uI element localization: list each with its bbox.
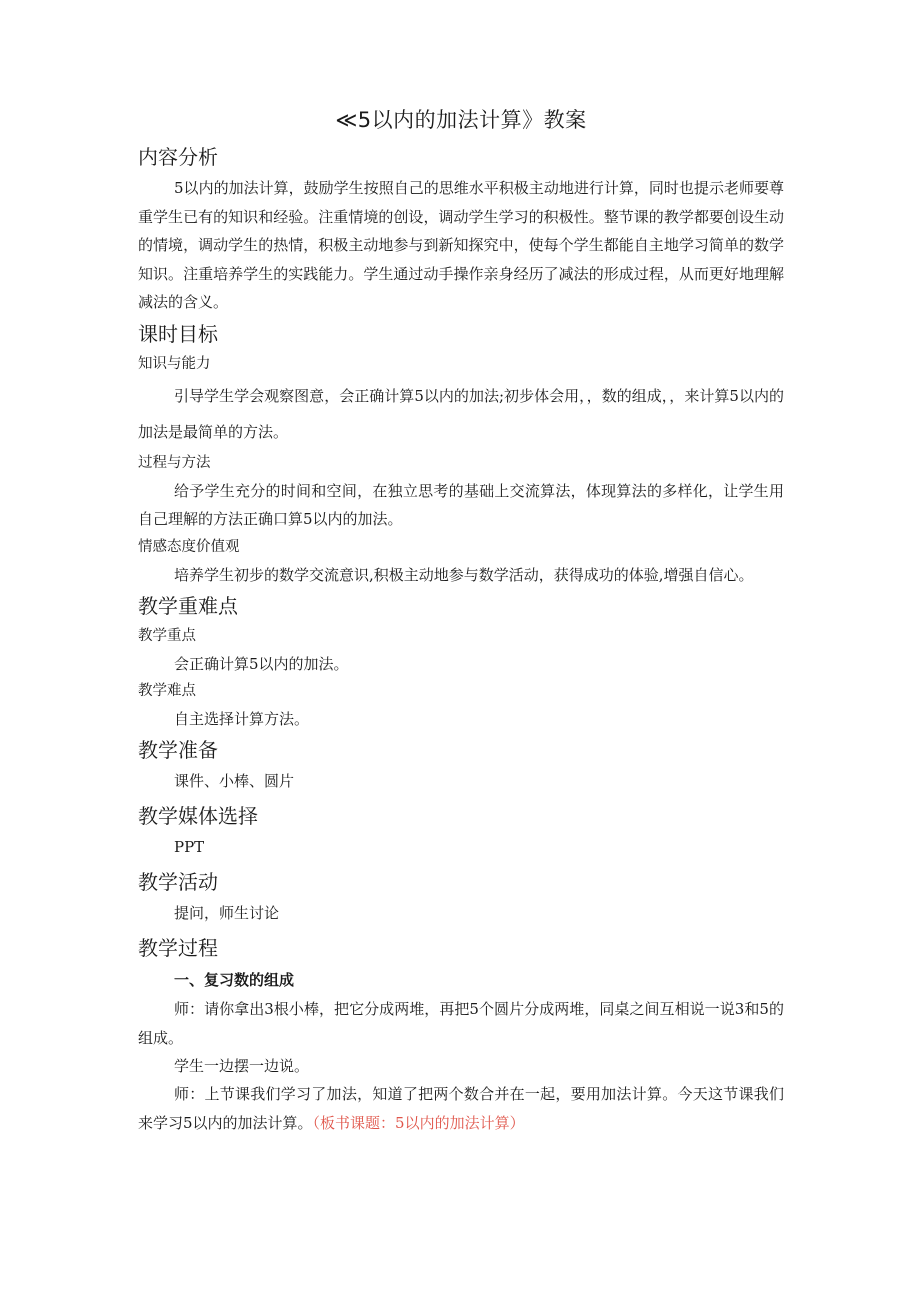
key-point-text: 会正确计算5以内的加法。 <box>174 655 349 673</box>
process-method-text: 给予学生充分的时间和空间，在独立思考的基础上交流算法，体现算法的多样化，让学生用自己理解的方法正确口算5以内的加法。 <box>138 481 784 528</box>
heading-content-analysis: 内容分析 <box>138 145 218 169</box>
media-text: PPT <box>174 838 205 856</box>
preparation-text: 课件、小棒、圆片 <box>174 772 295 790</box>
step1-label: 一、复习数的组成 <box>174 971 295 989</box>
knowledge-label: 知识与能力 <box>138 355 211 372</box>
process-paragraph-3-text: 师：上节课我们学习了加法，知道了把两个数合并在一起，要用加法计算。今天这节课我们来学习5以内的加法计算。 <box>138 1085 784 1132</box>
process-paragraph-2: 学生一边摆一边说。 <box>174 1057 310 1075</box>
document-title: ≪5以内的加法计算》教案 <box>335 108 587 132</box>
process-method-label: 过程与方法 <box>138 454 211 471</box>
emotion-text: 培养学生初步的数学交流意识,积极主动地参与数学活动，获得成功的体验,增强自信心。 <box>174 565 754 584</box>
key-point-label: 教学重点 <box>138 628 196 644</box>
content-analysis-text: 5以内的加法计算，鼓励学生按照自己的思维水平积极主动地进行计算，同时也提示老师要尊重学生已有的知识和经验。注重情境的创设，调动学生学习的积极性。整节课的教学都要创设生动的情境，调动学生的热情，积极主动地参与到新知探究中，使每个学生都能自主地学习简单的数学知识。注重培养学生的实践能力。学生通过动手操作亲身经历了减法的形成过程，从而更好地理解减法的含义。 <box>138 179 784 311</box>
knowledge-text: 引导学生学会观察图意，会正确计算5以内的加法;初步体会用，，数的组成，，来计算5以内的加法是最简单的方法。 <box>138 386 784 441</box>
heading-activities: 教学活动 <box>138 870 218 894</box>
heading-objectives: 课时目标 <box>138 321 218 346</box>
heading-preparation: 教学准备 <box>138 738 218 762</box>
document-page <box>138 100 784 1137</box>
heading-key-points: 教学重难点 <box>138 594 238 618</box>
emotion-label: 情感态度价值观 <box>138 538 240 555</box>
difficulty-label: 教学难点 <box>138 683 196 699</box>
process-paragraph-1: 师：请你拿出3根小棒，把它分成两堆，再把5个圆片分成两堆，同桌之间互相说一说3和5的组成。 <box>138 1000 784 1047</box>
process-paragraph-3 <box>138 1080 784 1137</box>
heading-process: 教学过程 <box>138 936 218 960</box>
board-title-note: （板书课题：5以内的加法计算） <box>312 1113 525 1132</box>
activities-text: 提问，师生讨论 <box>174 904 280 922</box>
heading-media: 教学媒体选择 <box>138 804 258 828</box>
difficulty-text: 自主选择计算方法。 <box>174 710 310 728</box>
